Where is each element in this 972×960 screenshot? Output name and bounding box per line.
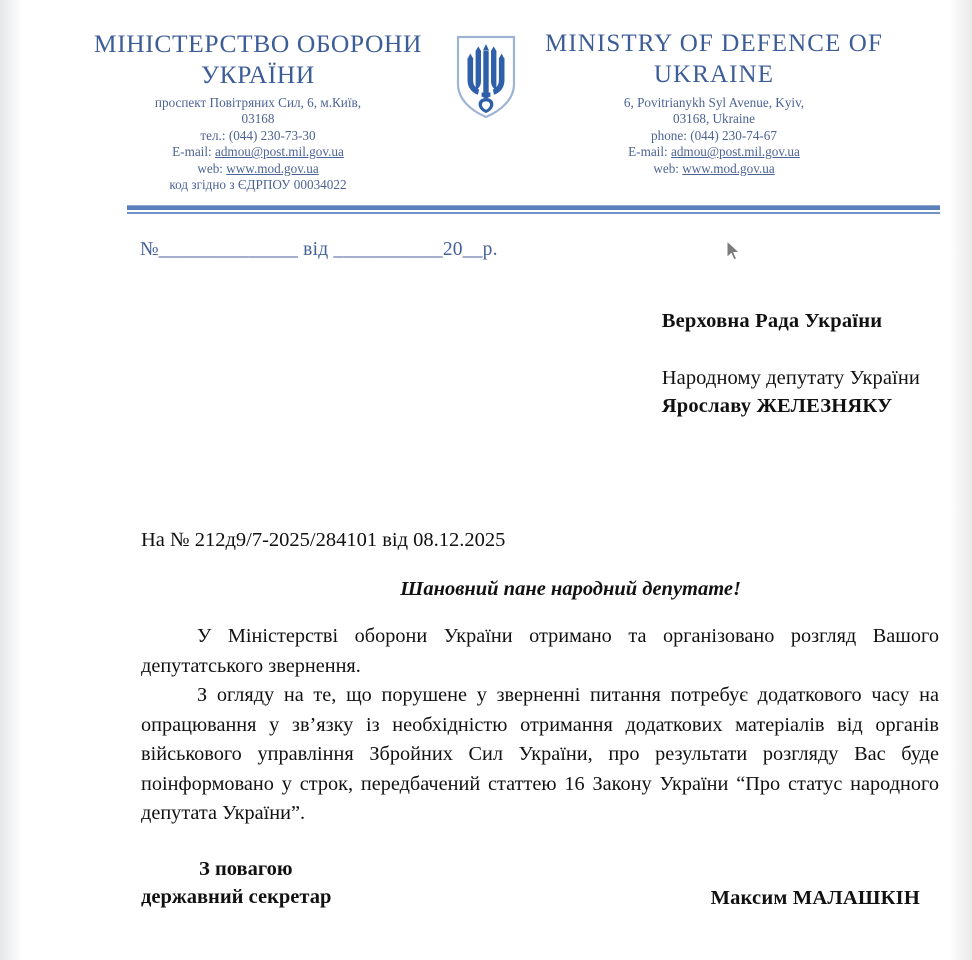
phone-uk: тел.: (044) 230-73-30: [200, 127, 316, 143]
signature-block: [141, 855, 920, 911]
letterhead: [0, 28, 972, 193]
signature-position-block: [141, 855, 331, 911]
email-row-uk: [75, 144, 441, 160]
divider-thin-rule: [127, 212, 940, 214]
web-label-en: web:: [653, 160, 679, 176]
address-line-2-uk: 03168: [241, 111, 275, 127]
web-link-en[interactable]: www.mod.gov.ua: [682, 160, 775, 176]
address-line-2-en: 03168, Ukraine: [672, 111, 756, 127]
web-row-en: [531, 161, 897, 177]
web-row-uk: [75, 161, 441, 177]
signature-position: державний секретар: [141, 886, 332, 908]
ministry-contacts-en: [531, 95, 897, 177]
addressee-block: [662, 308, 920, 420]
addressee-role: Народному депутату України: [661, 367, 920, 389]
email-label-en: E-mail:: [628, 144, 668, 160]
divider-thick-rule: [127, 205, 940, 210]
phone-en: phone: (044) 230-74-67: [651, 127, 777, 143]
email-link-en[interactable]: admou@post.mil.gov.ua: [670, 144, 800, 160]
body-paragraph-2: З огляду на те, що порушене у зверненні питання потребує додаткового часу на опрацювання у зв’язку із необхідністю отримання додаткових матеріалів від органів військового управління Збройних Сил України, про результати розгляду Вас буде поінформовано у строк, передбачений статтею 16 Закону України “Про статус народного депутата України”.: [141, 684, 939, 824]
letterhead-ukrainian-block: [75, 28, 447, 193]
signature-signer-name: Максим МАЛАШКІН: [710, 887, 920, 909]
web-label-uk: web:: [197, 160, 223, 176]
addressee-name: Ярославу ЖЕЛЕЗНЯКУ: [661, 395, 893, 417]
document-number-date-line: №______________ від ___________20__р.: [140, 239, 498, 260]
web-link-uk[interactable]: www.mod.gov.ua: [226, 160, 319, 176]
coat-of-arms-icon: [447, 28, 525, 120]
letterhead-divider: [127, 205, 940, 215]
ministry-contacts-uk: [75, 95, 441, 193]
ministry-title-en: MINISTRY OF DEFENCE OF UKRAINE: [545, 30, 883, 88]
body-paragraph-1: У Міністерстві оборони України отримано та організовано розгляд Вашого депутатського звернення.: [141, 625, 939, 677]
address-line-1-en: 6, Povitrianykh Syl Avenue, Kyiv,: [623, 95, 805, 110]
addressee-organization: Верховна Рада України: [661, 310, 883, 332]
incoming-reference-line: На № 212д9/7-2025/284101 від 08.12.2025: [141, 529, 506, 551]
mouse-pointer-arrow-icon: [726, 240, 742, 262]
salutation: Шановний пане народний депутате!: [400, 578, 741, 600]
ministry-title-uk: МІНІСТЕРСТВО ОБОРОНИ УКРАЇНИ: [93, 29, 423, 89]
signature-regards: З повагою: [199, 858, 293, 880]
email-link-uk[interactable]: admou@post.mil.gov.ua: [214, 144, 344, 160]
edrpou-code-uk: код згідно з ЄДРПОУ 00034022: [169, 177, 347, 193]
address-line-1-uk: проспект Повітряних Сил, 6, м.Київ,: [154, 95, 362, 110]
letterhead-english-block: [525, 28, 897, 177]
email-row-en: [531, 144, 897, 160]
email-label-uk: E-mail:: [172, 144, 212, 160]
letter-body: [141, 622, 939, 829]
